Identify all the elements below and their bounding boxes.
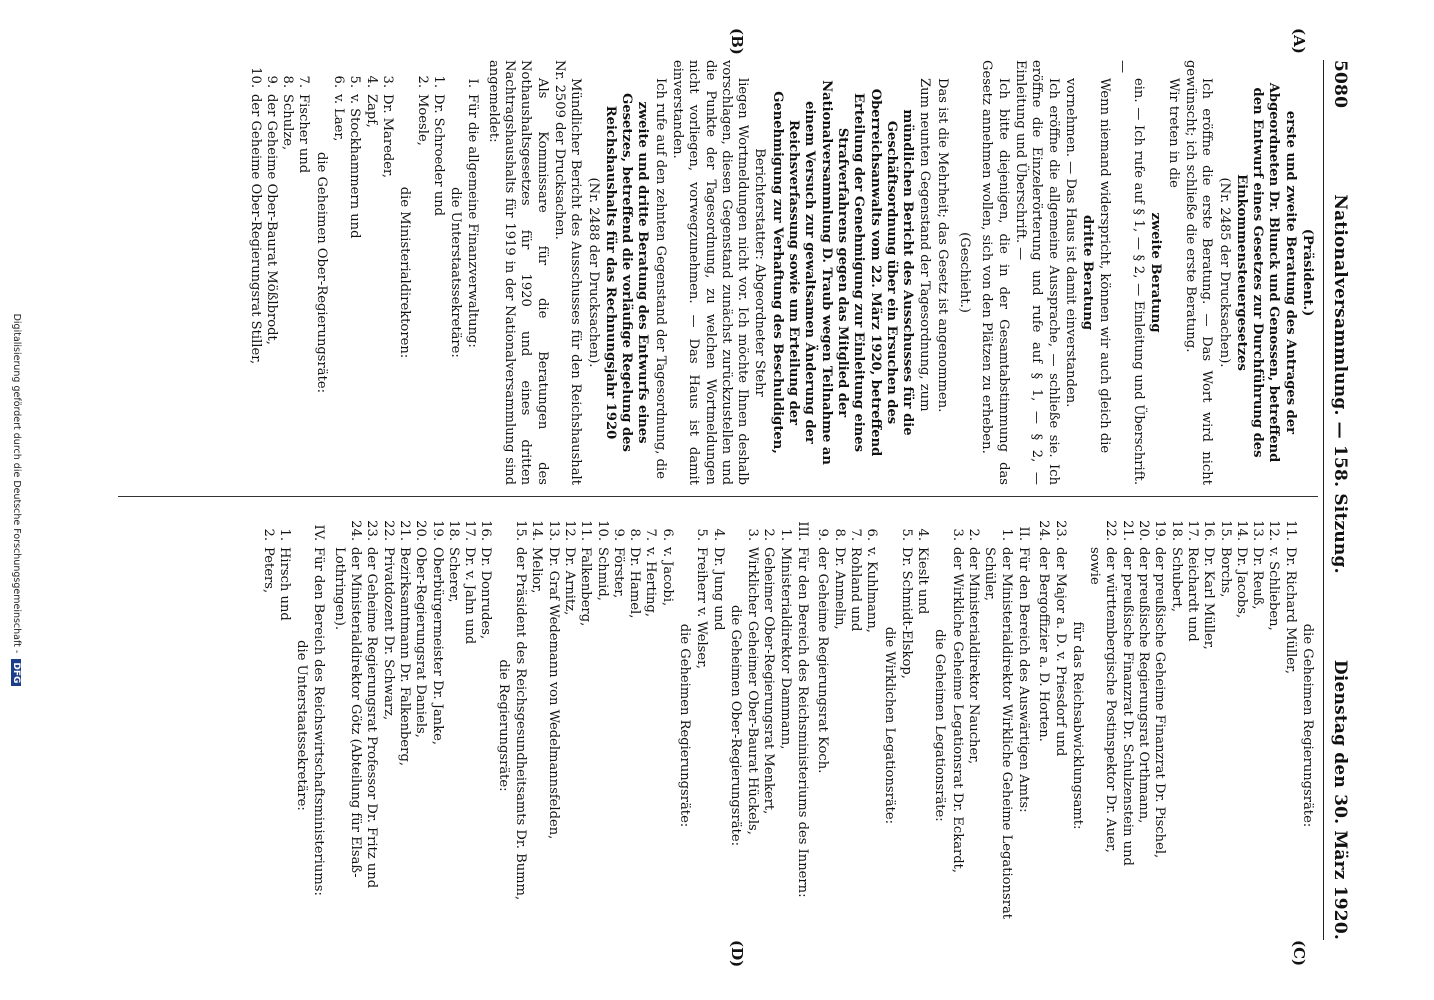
list-item-text: Wirklicher Geheimer Ober-Baurat Hückels, bbox=[745, 547, 761, 835]
paragraph: Das ist die Mehrheit; das Gesetz ist angenommen. bbox=[934, 78, 950, 413]
list-item-text: Kieslt und bbox=[915, 547, 931, 615]
list-item-number: 16. bbox=[478, 520, 494, 541]
stage-direction: (Geschieht.) bbox=[957, 232, 973, 313]
name-list bbox=[330, 513, 493, 938]
section-number: III. bbox=[795, 521, 811, 541]
list-item-number: 8. bbox=[831, 528, 847, 541]
margin-letter-a: (A) bbox=[1290, 28, 1308, 54]
paragraph: Ich eröffne die erste Beratung. — Das Wort wird nicht gewünscht; ich schließe die erste Beratung. bbox=[1182, 60, 1215, 485]
list-item bbox=[246, 60, 262, 485]
list-item-text: Zapf, bbox=[363, 94, 379, 128]
list-item-text: Geheimer Ober-Regierungsrat Menkert, bbox=[761, 547, 777, 815]
list-item-number: 18. bbox=[1168, 520, 1184, 541]
list-item bbox=[642, 513, 658, 938]
list-item-text: Melior, bbox=[529, 547, 545, 594]
list-item-text: Rohland und bbox=[847, 547, 863, 632]
list-item bbox=[777, 513, 793, 938]
list-item-text: Dr. Arnitz, bbox=[561, 547, 577, 616]
section-number: I. bbox=[465, 78, 481, 88]
section-heading bbox=[464, 60, 480, 485]
list-item-number: 12. bbox=[561, 520, 577, 541]
list-item-text: Scherer, bbox=[445, 547, 461, 603]
list-item bbox=[814, 513, 830, 938]
group-heading: die Geheimen Ober-Regierungsräte: bbox=[313, 151, 329, 393]
list-item bbox=[1151, 513, 1167, 938]
list-item bbox=[461, 513, 477, 938]
list-item-text: Förster, bbox=[610, 547, 626, 599]
list-item-number: 13. bbox=[545, 520, 561, 541]
list-item bbox=[528, 513, 544, 938]
list-item-number: 4. bbox=[363, 75, 379, 88]
list-item-number: 17. bbox=[1184, 520, 1200, 541]
group-heading: die Geheimen Ober-Regierungsräte: bbox=[727, 604, 743, 846]
list-item-number: 4. bbox=[710, 528, 726, 541]
list-item-number: 1. bbox=[276, 528, 292, 541]
paragraph: Mündlicher Bericht des Ausschusses für den Reichshaushalt Nr. 2509 der Drucksachen. bbox=[551, 60, 584, 485]
list-item-number: 5. bbox=[347, 75, 363, 88]
list-item bbox=[330, 60, 346, 485]
list-item-number: 11. bbox=[578, 520, 594, 541]
list-item bbox=[1102, 513, 1118, 938]
list-item-text: Dr. Anmelin, bbox=[831, 547, 847, 630]
list-item-number: 16. bbox=[1201, 520, 1217, 541]
list-item bbox=[1233, 513, 1249, 938]
list-item bbox=[428, 513, 444, 938]
list-item bbox=[1265, 513, 1281, 938]
section-text: Für den Bereich des Reichswirtschaftsministeriums: bbox=[311, 547, 327, 896]
name-list bbox=[246, 60, 311, 485]
list-item-text: Privatdozent Dr. Schwarz, bbox=[380, 547, 396, 721]
list-item-text: Schubert, bbox=[1168, 547, 1184, 612]
list-item-number: 18. bbox=[445, 520, 461, 541]
list-item-text: Ministerialdirektor Dammann, bbox=[777, 547, 793, 750]
name-list bbox=[413, 60, 446, 485]
list-item-number: 10. bbox=[594, 520, 610, 541]
list-item bbox=[1184, 513, 1200, 938]
paragraph: vornehmen. — Das Haus ist damit einverstanden. bbox=[1062, 78, 1078, 408]
list-item bbox=[1216, 513, 1232, 938]
list-item-number: 15. bbox=[513, 520, 529, 541]
list-item-text: der preußische Regierungsrat Orthmann, bbox=[1136, 547, 1152, 824]
header-rule bbox=[1323, 60, 1324, 940]
paragraph: Wenn niemand widerspricht, können wir auch gleich die bbox=[1097, 78, 1113, 454]
list-item bbox=[396, 513, 412, 938]
list-item-number: 6. bbox=[864, 528, 880, 541]
name-list bbox=[948, 513, 1013, 938]
dfg-logo: DFG bbox=[11, 659, 21, 686]
digitization-credit bbox=[11, 0, 22, 1000]
list-item bbox=[693, 513, 709, 938]
name-list bbox=[744, 513, 793, 938]
list-item-number: 22. bbox=[1103, 520, 1119, 541]
list-item-text: Dr. Donrudes, bbox=[478, 547, 494, 640]
list-item bbox=[577, 513, 593, 938]
list-item bbox=[610, 513, 626, 938]
list-item-text: Dr. Schmidt-Elskop, bbox=[898, 547, 914, 679]
list-item-text: Bezirksamtmann Dr. Falkenberg, bbox=[396, 547, 412, 766]
list-item-text: der Geheime Ober-Regierungsrat Stiller, bbox=[247, 94, 263, 365]
list-item bbox=[1135, 513, 1151, 938]
paragraph: Zum neunten Gegenstand der Tagesordnung, zum bbox=[917, 78, 933, 412]
speaker-label: (Präsident.) bbox=[1300, 228, 1315, 317]
rapporteur-line: Berichterstatter: Abgeordneter Stehr bbox=[752, 148, 768, 397]
list-item-text: der Ministerialdirektor Naucher, bbox=[966, 547, 982, 765]
list-item bbox=[847, 513, 863, 938]
group-heading: die Wirklichen Legationsräte: bbox=[881, 626, 897, 825]
list-item-number: 2. bbox=[761, 528, 777, 541]
list-item-text: v. Jacobi, bbox=[659, 547, 675, 607]
list-item-text: Dr. Hamel, bbox=[627, 547, 643, 619]
list-item-text: Dr. Mareder, bbox=[379, 94, 395, 178]
list-item-text: der Ministerialdirektor Wirkliche Geheime Legationsrat Schüler, bbox=[982, 547, 1014, 920]
list-item bbox=[295, 60, 311, 485]
list-item-text: Fischer und bbox=[296, 94, 312, 174]
heading-zweite-beratung: zweite Beratung bbox=[1148, 212, 1164, 333]
list-item bbox=[593, 513, 609, 938]
section-heading bbox=[1015, 513, 1031, 938]
list-item-text: Schmid, bbox=[594, 547, 610, 601]
list-item-number: 9. bbox=[263, 75, 279, 88]
list-item-text: der Geheime Regierungsrat Professor Dr. Fritz und bbox=[364, 547, 380, 889]
list-item bbox=[430, 60, 446, 485]
list-item-number: 3. bbox=[949, 528, 965, 541]
list-item-text: Reichardt und bbox=[1184, 547, 1200, 642]
list-item-text: Peters, bbox=[260, 547, 276, 594]
list-item-text: Oberbürgermeister Dr. Janke, bbox=[429, 547, 445, 746]
list-item-number: 9. bbox=[610, 528, 626, 541]
group-heading: für das Reichsabwicklungsamt: bbox=[1069, 621, 1085, 830]
list-item-text: v. Laer, bbox=[331, 94, 347, 142]
group-heading: die Ministerialdirektoren: bbox=[397, 186, 413, 359]
list-item-text: der Geheime Regierungsrat Koch. bbox=[815, 547, 831, 774]
group-heading: die Regierungsräte: bbox=[495, 659, 511, 792]
list-item-text: v. Herting, bbox=[643, 547, 659, 618]
list-item bbox=[1167, 513, 1183, 938]
list-item bbox=[626, 513, 642, 938]
page-title: Nationalversammlung. — 158. Sitzung. bbox=[1330, 194, 1350, 574]
list-item bbox=[379, 513, 395, 938]
list-item bbox=[658, 513, 674, 938]
list-item-text: Moesle, bbox=[414, 94, 430, 146]
list-item-number: 24. bbox=[1036, 520, 1052, 541]
list-item-text: der Ministerialdirektor Götz (Abteilung für Elsaß-Lothringen). bbox=[331, 547, 364, 878]
agenda-title-1-ref: (Nr. 2485 der Drucksachen). bbox=[1216, 177, 1232, 368]
margin-letter-d: (D) bbox=[728, 940, 746, 968]
list-item bbox=[346, 60, 362, 485]
group-heading: die Unterstaatssekretäre: bbox=[448, 187, 464, 358]
list-item-text: Ober-Regierungsrat Daniels, bbox=[413, 547, 429, 738]
list-item bbox=[863, 513, 879, 938]
list-item-text: Dr. v. Jahn und bbox=[462, 547, 478, 645]
list-item-text: Dr. Graf Wedemann von Wedelmannsfelden, bbox=[545, 547, 561, 840]
list-item-text: Dr. Richard Müller, bbox=[1282, 547, 1298, 675]
list-item bbox=[965, 513, 981, 938]
list-item-number: 8. bbox=[280, 75, 296, 88]
list-item bbox=[709, 513, 725, 938]
list-item-text: Falkenberg, bbox=[578, 547, 594, 627]
list-item-text: der Wirkliche Geheime Legationsrat Dr. Eckardt, bbox=[949, 547, 965, 874]
list-item bbox=[914, 513, 930, 938]
list-item-number: 10. bbox=[247, 67, 263, 88]
paragraph: Ich rufe auf den zehnten Gegenstand der Tagesordnung, die bbox=[652, 78, 668, 479]
section-text: Für den Bereich des Auswärtigen Amts: bbox=[1015, 547, 1031, 813]
list-item-number: 20. bbox=[1136, 520, 1152, 541]
list-item-text: v. Stockhammern und bbox=[347, 94, 363, 239]
list-item-number: 11. bbox=[1282, 520, 1298, 541]
agenda-title-3-ref: (Nr. 2488 der Drucksachen). bbox=[585, 177, 601, 368]
list-item-number: 6. bbox=[331, 75, 347, 88]
list-item-text: Dr. Reuß, bbox=[1250, 547, 1266, 610]
page-header bbox=[1330, 60, 1350, 940]
list-item bbox=[379, 60, 395, 485]
paragraph: Wir treten in die bbox=[1165, 78, 1181, 188]
list-item-number: 1. bbox=[777, 528, 793, 541]
list-item-number bbox=[1086, 513, 1102, 547]
page-date: Dienstag den 30. März 1920. bbox=[1330, 659, 1350, 940]
group-heading: die Unterstaatssekretäre: bbox=[294, 640, 310, 811]
list-item-text: Dr. Jacobs, bbox=[1233, 547, 1249, 619]
list-item bbox=[744, 513, 760, 938]
list-item bbox=[477, 513, 493, 938]
list-item-text: Hirsch und bbox=[276, 547, 292, 621]
list-item bbox=[1035, 513, 1051, 938]
list-item-text: Dr. Schroeder und bbox=[430, 94, 446, 217]
margin-letter-c: (C) bbox=[1290, 940, 1308, 967]
list-item-number: 2. bbox=[966, 528, 982, 541]
list-item bbox=[981, 513, 1014, 938]
list-item-text: der Geheime Ober-Baurat Mößlbrodt, bbox=[263, 94, 279, 345]
list-item-number: 24. bbox=[348, 520, 364, 541]
group-heading: die Geheimen Regierungsräte: bbox=[1300, 623, 1315, 828]
list-item-number: 20. bbox=[413, 520, 429, 541]
right-column bbox=[258, 513, 1316, 938]
list-item-number: 3. bbox=[745, 528, 761, 541]
list-item bbox=[259, 513, 275, 938]
list-item bbox=[830, 513, 846, 938]
list-item bbox=[279, 60, 295, 485]
list-item-number: 8. bbox=[627, 528, 643, 541]
list-item-number: 9. bbox=[815, 528, 831, 541]
paragraph: Ich eröffne die allgemeine Aussprache, — schließe sie. Ich eröffne die Einzelerörterung und rufe auf § 1, — § 2, — Einleitung und Überschrift. — bbox=[1012, 60, 1061, 485]
list-item-number: 14. bbox=[1233, 520, 1249, 541]
paragraph: Als Kommissare für die Beratungen des Nothaushaltsgesetzes für 1920 und eines dritten Nachtragshaushalts für 1919 in der Nationalversammlung sind angemeldet: bbox=[485, 60, 550, 485]
list-item-number: 7. bbox=[643, 528, 659, 541]
list-item-number: 5. bbox=[898, 528, 914, 541]
list-item-number: 12. bbox=[1266, 520, 1282, 541]
list-item-number: 15. bbox=[1217, 520, 1233, 541]
list-item-text: Schulze, bbox=[280, 94, 296, 151]
agenda-title-3: zweite und dritte Beratung des Entwurfs eines Gesetzes, betreffend die vorläufige Regelung des Reichshaushalts für das Rechnungsjahr 1920 bbox=[602, 93, 651, 452]
list-item bbox=[512, 513, 528, 938]
section-text: Für den Bereich des Reichsministeriums des Innern: bbox=[795, 547, 811, 898]
name-list bbox=[814, 513, 879, 938]
group-heading: die Geheimen Regierungsräte: bbox=[677, 623, 693, 828]
list-item-number: 2. bbox=[414, 75, 430, 88]
page-number: 5080 bbox=[1330, 60, 1350, 109]
credit-text: Digitalisierung gefördert durch die Deutsche Forschungsgemeinschaft - bbox=[11, 313, 22, 654]
list-item bbox=[363, 513, 379, 938]
list-item bbox=[898, 513, 914, 938]
list-item-text: Dr. Jung und bbox=[710, 547, 726, 631]
list-item bbox=[445, 513, 461, 938]
list-item bbox=[413, 60, 429, 485]
list-item-text: Dr. Karl Müller, bbox=[1201, 547, 1217, 650]
list-item-text: v. Schlieben, bbox=[1266, 547, 1282, 631]
section-number: II. bbox=[1015, 526, 1031, 541]
list-item bbox=[263, 60, 279, 485]
list-item-number: 23. bbox=[1052, 520, 1068, 541]
list-item-number: 7. bbox=[296, 75, 312, 88]
list-item bbox=[760, 513, 776, 938]
list-item-text: v. Kuhlmann, bbox=[864, 547, 880, 633]
list-item bbox=[330, 513, 363, 938]
section-heading bbox=[310, 513, 326, 938]
agenda-title-2: mündlichen Bericht des Ausschusses für die Geschäftsordnung über ein Ersuchen des Oberreichsanwalts vom 22. März 1920, betreffend Erteilung der Genehmigung zur Einleitung eines Strafverfahrens gegen das Mitglied der Nationalversammlung D. Traub wegen Teilnahme an einem Versuch zur gewaltsamen Änderung der Reichsverfassung sowie um Erteilung der Genehmigung zur Verhaftung des Beschuldigten, bbox=[769, 80, 916, 465]
list-item-text: der Präsident des Reichsgesundheitsamts Dr. Bumm, bbox=[513, 547, 529, 901]
list-item-number: 4. bbox=[915, 528, 931, 541]
list-item-number: 6. bbox=[659, 528, 675, 541]
list-item-number: 7. bbox=[847, 528, 863, 541]
heading-dritte-beratung: dritte Beratung bbox=[1080, 214, 1096, 331]
left-column bbox=[245, 60, 1316, 485]
section-text: Für die allgemeine Finanzverwaltung: bbox=[465, 94, 481, 348]
list-item-text: sowie bbox=[1087, 547, 1103, 585]
list-item-number: 22. bbox=[380, 520, 396, 541]
name-list bbox=[898, 513, 931, 938]
list-item-text: der württembergische Postinspektor Dr. Auer, bbox=[1103, 547, 1119, 853]
list-item bbox=[1051, 513, 1067, 938]
list-item-number: 2. bbox=[260, 528, 276, 541]
list-item-number: 17. bbox=[462, 520, 478, 541]
name-list bbox=[330, 60, 395, 485]
column-divider bbox=[118, 496, 1318, 497]
agenda-title-1: erste und zweite Beratung des Antrages der Abgeordneten Dr. Blunck und Genossen, betreffend den Entwurf eines Gesetzes zur Durchführung des Einkommensteuergesetzes bbox=[1233, 82, 1298, 463]
list-item-number: 23. bbox=[364, 520, 380, 541]
list-item-number: 1. bbox=[430, 75, 446, 88]
list-item-number: 21. bbox=[1119, 520, 1135, 541]
list-item bbox=[1118, 513, 1134, 938]
list-item-text: Freiherr v. Welser, bbox=[694, 547, 710, 670]
list-item bbox=[276, 513, 292, 938]
paragraph: liegen Wortmeldungen nicht vor. Ich möchte Ihnen deshalb vorschlagen, diesen Gegenstand zunächst zurückzustellen und die Punkte der Tagesordnung, zu welchen Wortmeldungen nicht vorliegen, vorwegzunehmen. — Das Haus ist damit einverstanden. bbox=[670, 60, 751, 485]
margin-letter-b: (B) bbox=[728, 28, 746, 55]
list-item-number: 5. bbox=[694, 528, 710, 541]
list-item-number: 3. bbox=[379, 75, 395, 88]
list-item-text: der Major a. D. v. Priesdorf und bbox=[1052, 547, 1068, 757]
list-item bbox=[1086, 513, 1102, 938]
name-list bbox=[512, 513, 675, 938]
list-item-number: 1. bbox=[998, 528, 1014, 541]
list-item bbox=[561, 513, 577, 938]
group-heading: die Geheimen Legationsräte: bbox=[932, 629, 948, 822]
list-item bbox=[412, 513, 428, 938]
list-item bbox=[1200, 513, 1216, 938]
list-item-text: der Bergoffizier a. D. Horten. bbox=[1036, 547, 1052, 742]
list-item bbox=[544, 513, 560, 938]
list-item-number: 13. bbox=[1250, 520, 1266, 541]
list-item bbox=[1249, 513, 1265, 938]
list-item bbox=[1281, 513, 1297, 938]
list-item-text: der preußische Geheime Finanzrat Dr. Pischel, bbox=[1152, 547, 1168, 859]
name-list bbox=[693, 513, 726, 938]
name-list bbox=[1086, 513, 1298, 938]
section-number: IV. bbox=[311, 524, 327, 541]
list-item-number: 21. bbox=[396, 520, 412, 541]
paragraph: Ich bitte diejenigen, die in der Gesamtabstimmung das Gesetz annehmen wollen, sich von den Plätzen zu erheben. bbox=[979, 60, 1011, 485]
section-heading bbox=[794, 513, 810, 938]
paragraph: ein. — Ich rufe auf § 1, — § 2, — Einleitung und Überschrift. — bbox=[1114, 60, 1147, 485]
list-item-number: 19. bbox=[429, 520, 445, 541]
list-item-text: der preußische Finanzrat Dr. Schulzenstein und bbox=[1119, 547, 1135, 866]
list-item-text: Borchs, bbox=[1217, 547, 1233, 598]
name-list bbox=[259, 513, 292, 938]
list-item-number: 19. bbox=[1152, 520, 1168, 541]
list-item bbox=[362, 60, 378, 485]
list-item-number: 14. bbox=[529, 520, 545, 541]
name-list bbox=[1035, 513, 1068, 938]
list-item bbox=[948, 513, 964, 938]
